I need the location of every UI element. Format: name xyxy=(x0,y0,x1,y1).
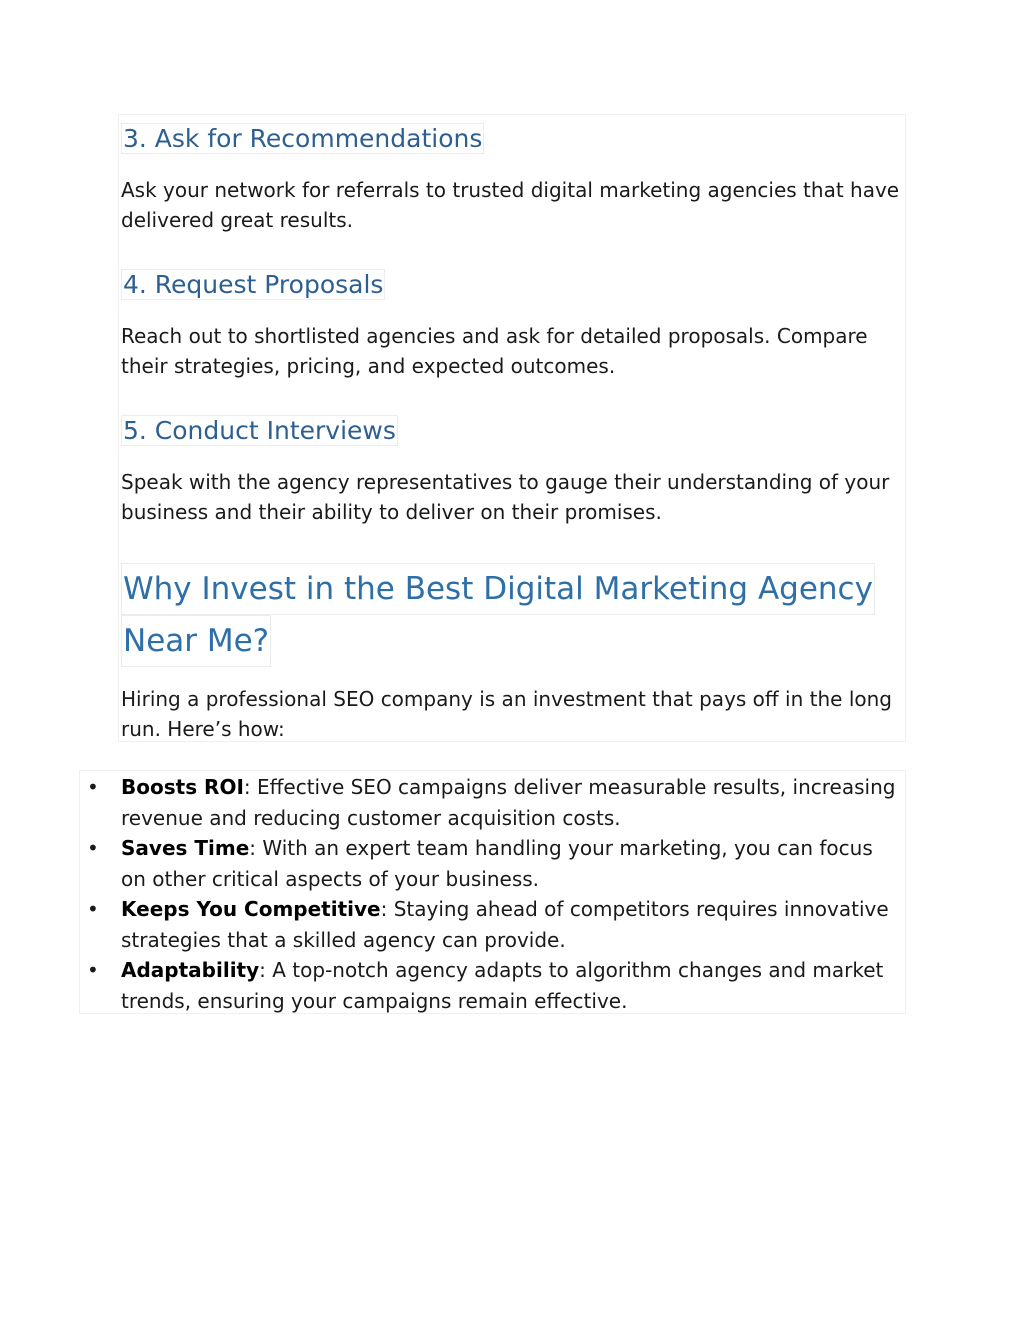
bullet-text: : Staying ahead of competitors requires innovative strategies that a skilled agency can provide. xyxy=(121,897,889,952)
paragraph-why-intro: Hiring a professional SEO company is an investment that pays off in the long run. Here’s how: xyxy=(121,687,892,741)
bullet-icon: • xyxy=(87,836,99,860)
heading-why-invest-line1: Why Invest in the Best Digital Marketing Agency xyxy=(121,563,875,615)
heading-ask-for-recommendations: 3. Ask for Recommendations xyxy=(123,124,483,153)
bullet-icon: • xyxy=(87,958,99,982)
bullet-icon: • xyxy=(87,897,99,921)
heading-conduct-interviews: 5. Conduct Interviews xyxy=(123,416,396,445)
bullet-term: Adaptability xyxy=(121,958,260,982)
bullet-text: : A top-notch agency adapts to algorithm changes and market trends, ensuring your campaigns remain effective. xyxy=(121,958,884,1013)
paragraph-interviews: Speak with the agency representatives to gauge their understanding of your business and their ability to deliver on their promises. xyxy=(121,470,890,524)
bullet-term: Saves Time xyxy=(121,836,250,860)
bullet-icon: • xyxy=(87,775,99,799)
list-item xyxy=(79,833,899,894)
list-item xyxy=(79,894,899,955)
bullet-text: : Effective SEO campaigns deliver measurable results, increasing revenue and reducing customer acquisition costs. xyxy=(121,775,896,830)
list-item xyxy=(79,772,899,833)
bullet-term: Keeps You Competitive xyxy=(121,897,381,921)
list-item xyxy=(79,955,899,1016)
bullet-text: : With an expert team handling your marketing, you can focus on other critical aspects of your business. xyxy=(121,836,873,891)
paragraph-proposals: Reach out to shortlisted agencies and ask for detailed proposals. Compare their strategies, pricing, and expected outcomes. xyxy=(121,324,868,378)
paragraph-recommendations: Ask your network for referrals to trusted digital marketing agencies that have delivered great results. xyxy=(121,178,900,232)
heading-why-invest-line2: Near Me? xyxy=(121,615,271,667)
benefits-list xyxy=(79,772,899,1016)
bullet-term: Boosts ROI xyxy=(121,775,244,799)
heading-request-proposals: 4. Request Proposals xyxy=(123,270,384,299)
heading-why-invest xyxy=(121,563,875,667)
